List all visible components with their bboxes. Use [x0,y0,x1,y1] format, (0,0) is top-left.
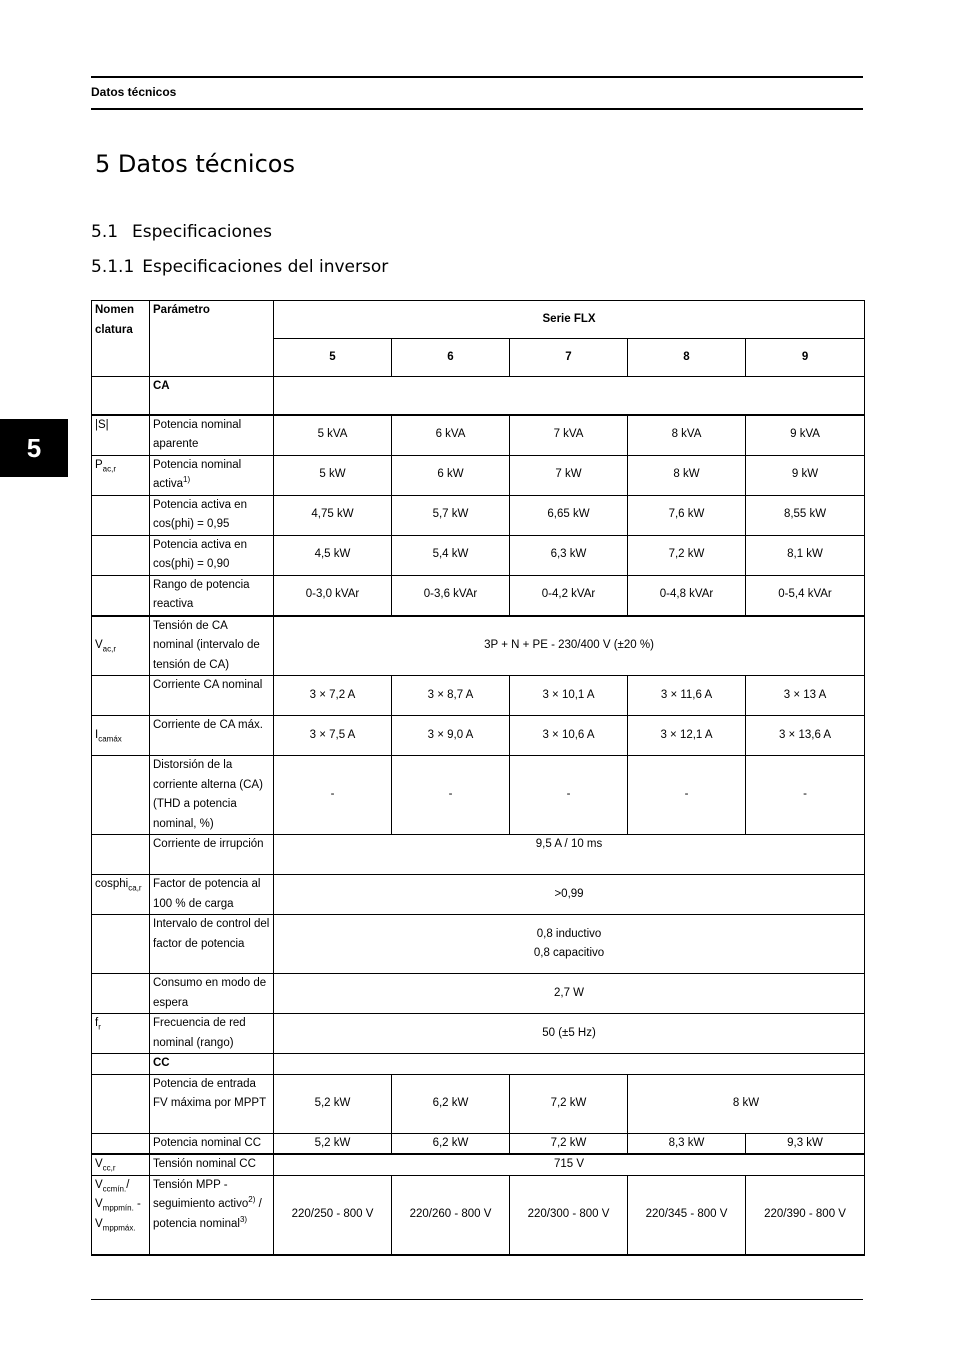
value-cell: 3 × 10,1 A [510,676,628,716]
value-cell: 5,2 kW [274,1074,392,1133]
empty-cell [92,835,150,875]
value-cell: 0-5,4 kVAr [746,575,865,616]
header-bottom-rule [91,108,863,110]
empty-cell [274,1054,865,1075]
parameter-cell: Corriente de CA máx. [150,716,274,756]
table-row [92,1074,865,1133]
group-label: CA [150,377,274,415]
header-top-rule [91,76,863,78]
header-parameter: Parámetro [150,301,274,377]
table-row [92,1133,865,1154]
header-series: Serie FLX [274,301,865,339]
parameter-cell: Potencia nominal aparente [150,415,274,456]
footnote-ref: 2) [248,1195,256,1205]
value-cell: 0-4,2 kVAr [510,575,628,616]
chapter-title-text: Datos técnicos [117,150,295,178]
symbol-cell [92,716,150,756]
value-cell: 8,1 kW [746,535,865,575]
value-cell: 3 × 11,6 A [628,676,746,716]
value-cell: 3 × 8,7 A [392,676,510,716]
table-row [92,535,865,575]
symbol-subscript: mppmáx. [102,1222,136,1232]
value-cell: 50 (±5 Hz) [274,1014,865,1054]
symbol-text: V [95,1217,103,1230]
value-cell: 6 kVA [392,415,510,456]
chapter-side-tab: 5 [0,419,68,477]
symbol-text: V [95,1198,103,1210]
subsection-heading [91,257,388,277]
table-row [92,835,865,875]
table-row [92,756,865,835]
group-row-dc [92,1054,865,1075]
value-cell: >0,99 [274,875,865,915]
value-cell: 4,75 kW [274,495,392,535]
empty-cell [92,1074,150,1133]
value-cell: 8,55 kW [746,495,865,535]
table-row [92,915,865,974]
model-cell: 5 [274,339,392,377]
value-cell: - [392,756,510,835]
section-heading [91,222,272,242]
value-cell: 9,3 kW [746,1133,865,1154]
value-cell: 8 kW [628,455,746,495]
symbol-text: cosphi [95,878,129,890]
group-label: CC [150,1054,274,1075]
parameter-cell: Distorsión de la corriente alterna (CA) (THD a potencia nominal, %) [150,756,274,835]
header-nomenclature: Nomen clatura [92,301,150,377]
value-cell: 715 V [274,1154,865,1175]
table-row [92,676,865,716]
parameter-text: Tensión MPP - seguimiento activo [153,1178,249,1210]
empty-cell [92,377,150,415]
parameter-cell: Potencia de entrada FV máxima por MPPT [150,1074,274,1133]
inverter-spec-table [91,300,865,1256]
symbol-text: V [95,1158,103,1170]
value-cell: 3 × 9,0 A [392,716,510,756]
value-cell: 9,5 A / 10 ms [274,835,865,875]
parameter-cell: Rango de potencia reactiva [150,575,274,616]
table-row [92,575,865,616]
value-cell: 7,2 kW [510,1074,628,1133]
parameter-cell: Tensión de CA nominal (intervalo de tensión de CA) [150,616,274,676]
value-cell: 3 × 7,5 A [274,716,392,756]
table-row [92,415,865,456]
empty-cell [92,535,150,575]
value-cell: 7,6 kW [628,495,746,535]
value-cell: 4,5 kW [274,535,392,575]
symbol-cell [92,875,150,915]
table-row [92,716,865,756]
symbol-text: f [95,1017,99,1029]
value-cell: 9 kVA [746,415,865,456]
value-cell: 5,7 kW [392,495,510,535]
parameter-cell: Potencia activa en cos(phi) = 0,90 [150,535,274,575]
parameter-cell: Consumo en modo de espera [150,974,274,1014]
footnote-ref: 1) [183,475,191,485]
parameter-text: / potencia nominal [153,1198,262,1230]
subsection-title: Especificaciones del inversor [142,257,389,277]
value-cell: 8 kVA [628,415,746,456]
subsection-number: 5.1.1 [91,257,135,277]
table-row [92,1014,865,1054]
symbol-subscript: ccmín. [102,1183,127,1193]
value-cell: 0-4,8 kVAr [628,575,746,616]
symbol-subscript: mppmín. [102,1203,134,1213]
symbol-text: P [95,458,103,471]
value-cell: - [510,756,628,835]
empty-cell [92,1054,150,1075]
symbol-cell [92,1154,150,1175]
symbol-subscript: ac,r [102,644,117,654]
chapter-number: 5 [95,150,111,178]
value-cell: 220/250 - 800 V [274,1175,392,1255]
value-cell: 5,4 kW [392,535,510,575]
value-cell: 220/260 - 800 V [392,1175,510,1255]
symbol-cell [92,455,150,495]
value-cell: 3 × 13,6 A [746,716,865,756]
table-row [92,616,865,676]
parameter-cell: Tensión nominal CC [150,1154,274,1175]
table-row [92,1175,865,1255]
value-cell: 3P + N + PE - 230/400 V (±20 %) [274,616,865,676]
empty-cell [92,676,150,716]
value-cell: 220/390 - 800 V [746,1175,865,1255]
value-cell: 8,3 kW [628,1133,746,1154]
value-cell: 3 × 12,1 A [628,716,746,756]
section-title: Especificaciones [132,222,272,242]
value-cell: - [274,756,392,835]
value-cell: 8 kW [628,1074,865,1133]
footer-rule [91,1299,863,1300]
value-cell: 6,2 kW [392,1074,510,1133]
parameter-cell: Factor de potencia al 100 % de carga [150,875,274,915]
symbol-text: V [95,1178,103,1191]
table-row [92,495,865,535]
table-row [92,974,865,1014]
value-cell: 6 kW [392,455,510,495]
symbol-subscript: ac,r [102,463,117,473]
symbol-subscript: camáx [98,734,122,744]
symbol-cell [92,616,150,676]
footnote-ref: 3) [239,1214,248,1224]
parameter-cell: Corriente CA nominal [150,676,274,716]
model-cell: 6 [392,339,510,377]
value-cell: 3 × 13 A [746,676,865,716]
value-cell: 9 kW [746,455,865,495]
empty-cell [92,915,150,974]
value-cell: 0-3,6 kVAr [392,575,510,616]
chapter-title [95,150,295,178]
model-cell: 8 [628,339,746,377]
model-cell: 7 [510,339,628,377]
value-cell: 7,2 kW [510,1133,628,1154]
table-header-row [92,301,865,339]
symbol-cell: |S| [92,415,150,456]
value-cell: 7 kVA [510,415,628,456]
empty-cell [92,495,150,535]
parameter-cell: Frecuencia de red nominal (rango) [150,1014,274,1054]
parameter-cell: Potencia nominal CC [150,1133,274,1154]
empty-cell [92,575,150,616]
value-cell: 5 kVA [274,415,392,456]
parameter-text: Potencia nominal activa [153,458,242,490]
parameter-cell: Intervalo de control del factor de potencia [150,915,274,974]
table-row [92,455,865,495]
symbol-text: I [95,728,99,741]
group-row-ac [92,377,865,415]
value-cell: 3 × 7,2 A [274,676,392,716]
section-number: 5.1 [91,222,119,242]
running-header: Datos técnicos [91,85,177,99]
symbol-cell [92,1175,150,1255]
parameter-cell: Corriente de irrupción [150,835,274,875]
symbol-subscript: ca,r [128,883,142,893]
value-line: 0,8 inductivo [536,927,602,940]
symbol-subscript: cc,r [102,1163,116,1173]
empty-cell [92,1133,150,1154]
table-row [92,875,865,915]
empty-cell [274,377,865,415]
value-cell: 220/345 - 800 V [628,1175,746,1255]
value-cell: 3 × 10,6 A [510,716,628,756]
value-cell: 0-3,0 kVAr [274,575,392,616]
empty-cell [92,756,150,835]
value-cell: 6,2 kW [392,1133,510,1154]
table-row [92,1154,865,1175]
value-cell: 7 kW [510,455,628,495]
parameter-cell [150,1175,274,1255]
value-cell: 7,2 kW [628,535,746,575]
value-cell: 2,7 W [274,974,865,1014]
parameter-cell: Potencia activa en cos(phi) = 0,95 [150,495,274,535]
value-cell: 220/300 - 800 V [510,1175,628,1255]
symbol-cell [92,1014,150,1054]
value-cell: 5 kW [274,455,392,495]
empty-cell [92,974,150,1014]
value-cell: 5,2 kW [274,1133,392,1154]
parameter-cell [150,455,274,495]
value-cell: - [746,756,865,835]
symbol-separator: - [133,1198,141,1210]
symbol-separator: / [126,1178,130,1191]
value-cell: - [628,756,746,835]
model-cell: 9 [746,339,865,377]
value-cell: 6,3 kW [510,535,628,575]
symbol-subscript: r [98,1022,101,1032]
symbol-text: V [95,639,103,651]
value-cell [274,915,865,974]
value-line: 0,8 capacitivo [533,947,605,959]
value-cell: 6,65 kW [510,495,628,535]
